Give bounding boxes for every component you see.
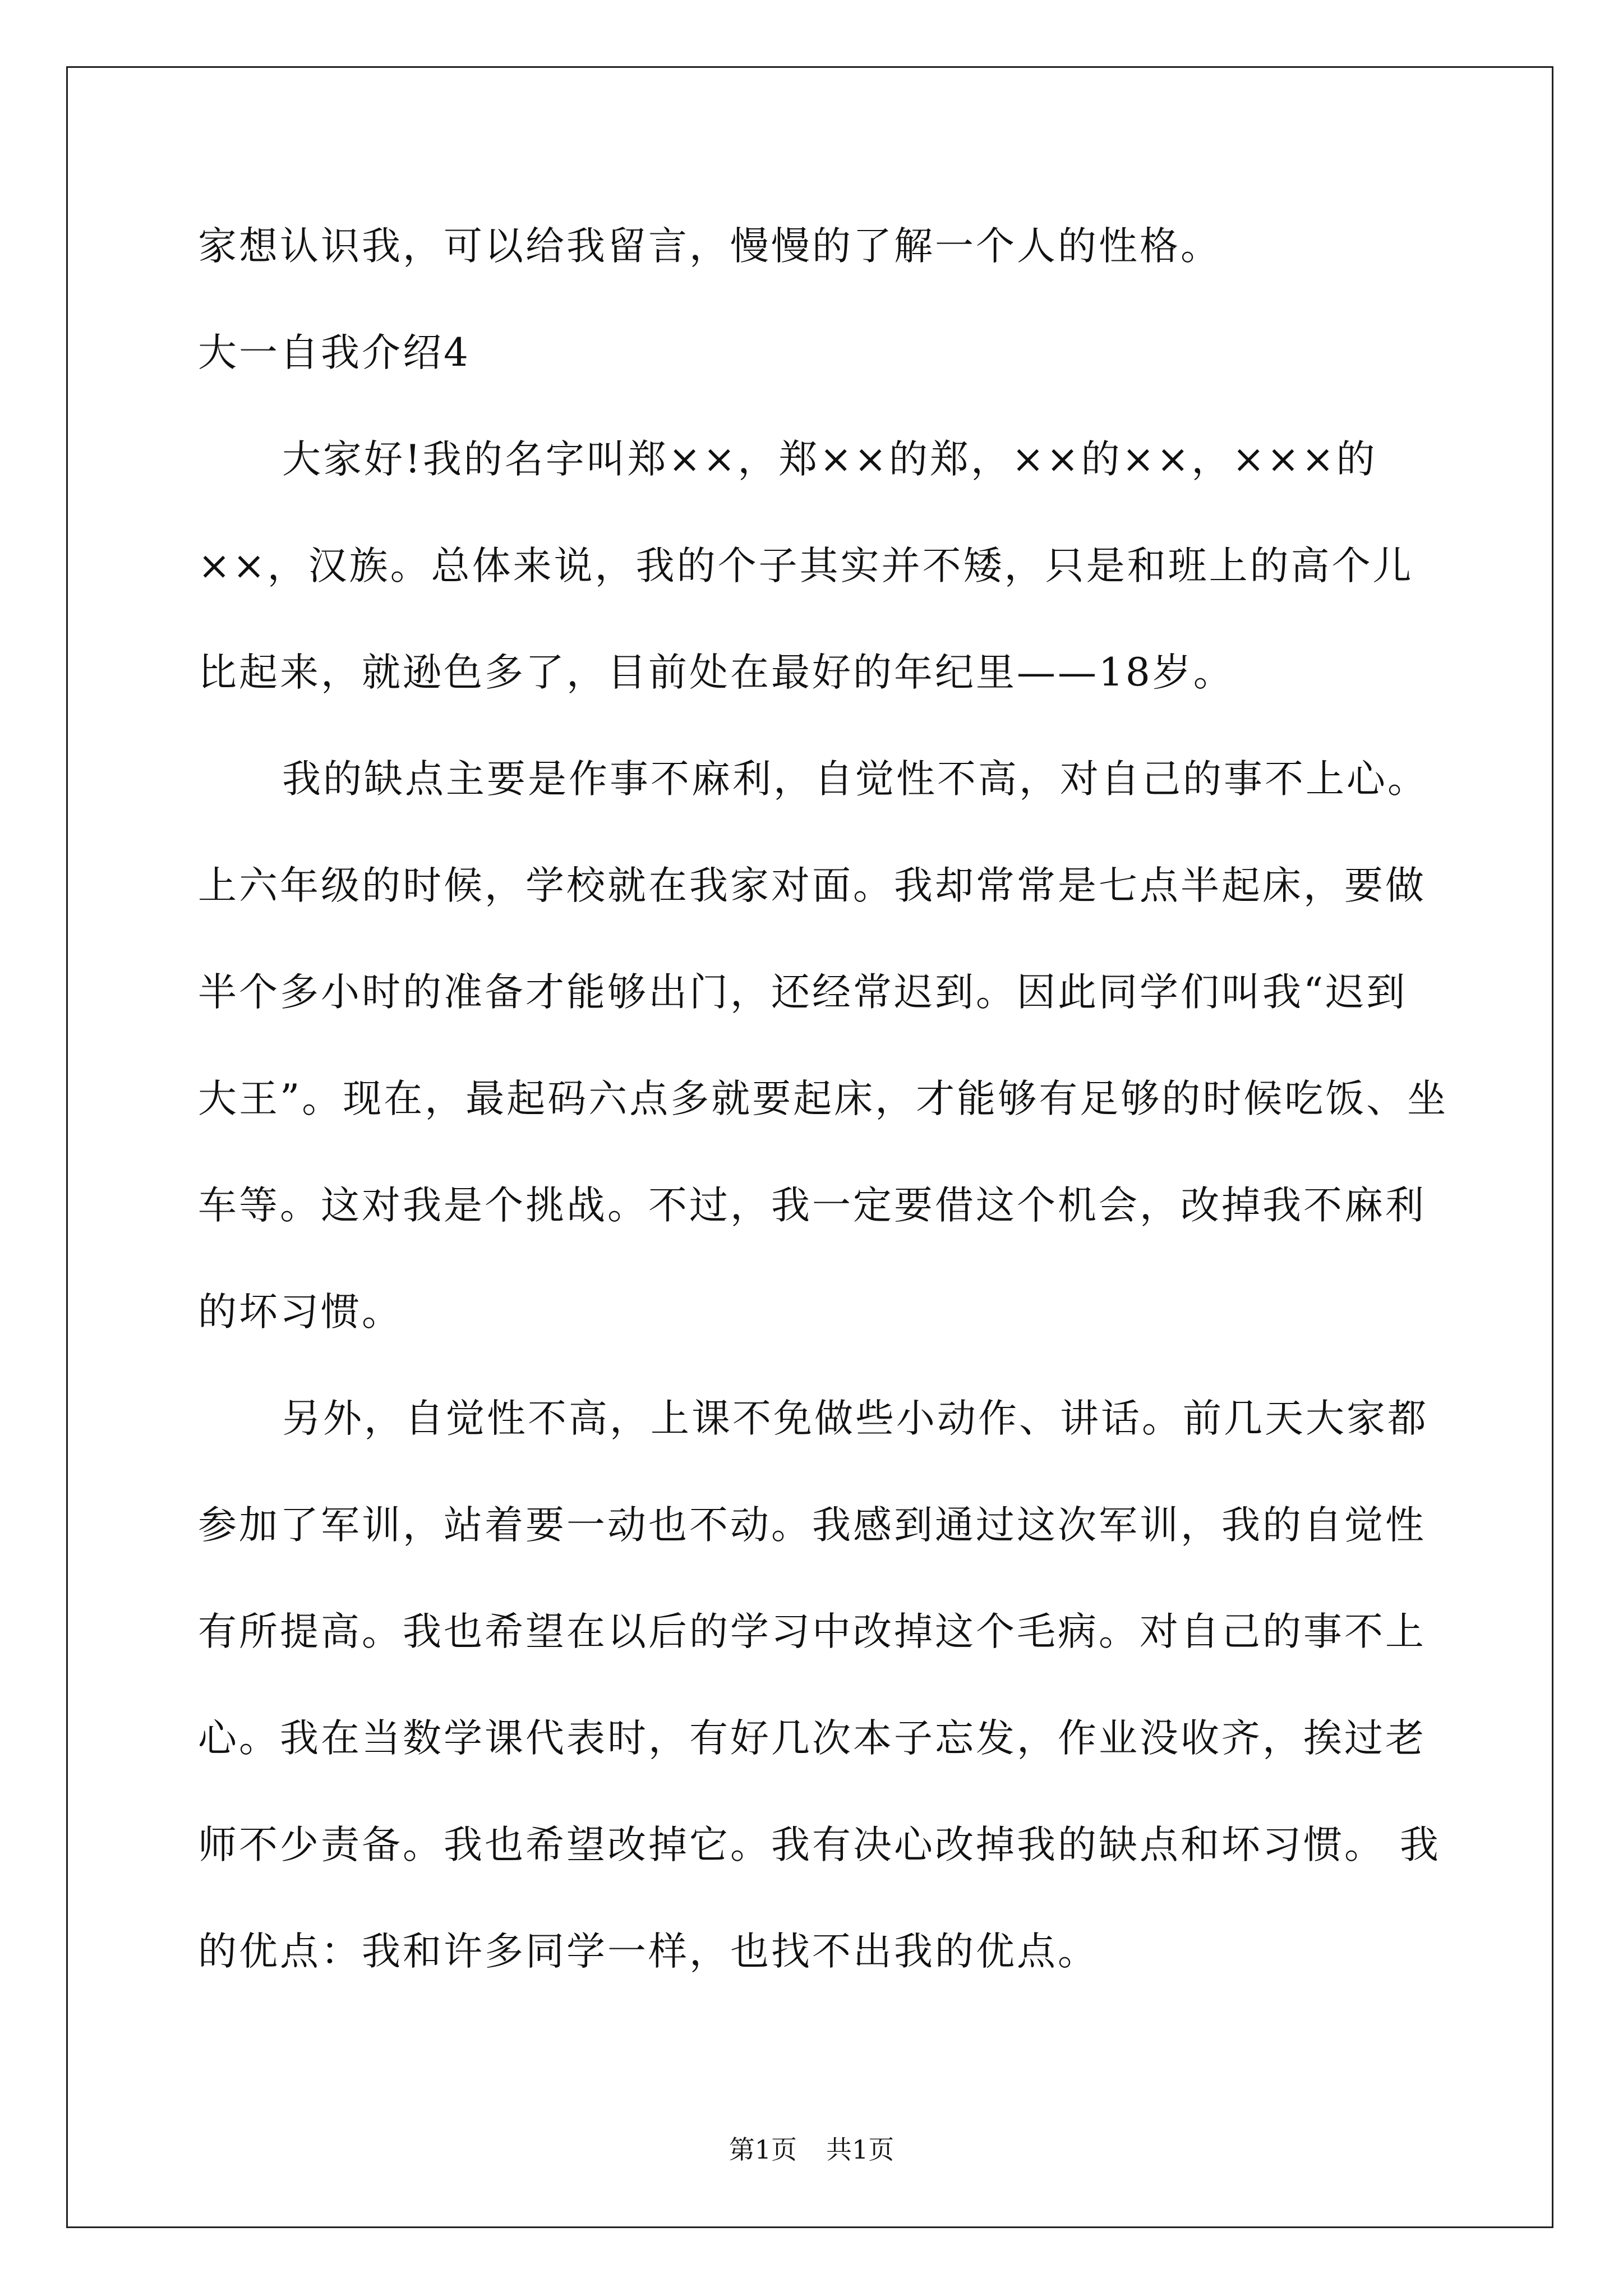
- text-line: 家想认识我，可以给我留言，慢慢的了解一个人的性格。: [198, 224, 1221, 269]
- page-total: 共1页: [826, 2134, 895, 2165]
- text-line: 大王”。现在，最起码六点多就要起床，才能够有足够的时候吃饭、坐: [198, 1076, 1449, 1121]
- text-line: 另外，自觉性不高，上课不免做些小动作、讲话。前几天大家都: [282, 1396, 1428, 1441]
- text-line: 的优点：我和许多同学一样，也找不出我的优点。: [198, 1929, 1099, 1974]
- text-line: 心。我在当数学课代表时，有好几次本子忘发，作业没收齐，挨过老: [198, 1716, 1426, 1761]
- text-line: 有所提高。我也希望在以后的学习中改掉这个毛病。对自己的事不上: [198, 1609, 1426, 1654]
- text-line: 车等。这对我是个挑战。不过，我一定要借这个机会，改掉我不麻利: [198, 1183, 1426, 1228]
- page-footer: [0, 2133, 1623, 2166]
- text-line: 上六年级的时候，学校就在我家对面。我却常常是七点半起床，要做: [198, 863, 1426, 908]
- text-line: ××，汉族。总体来说，我的个子其实并不矮，只是和班上的高个儿: [198, 544, 1414, 588]
- text-line: 比起来，就逊色多了，目前处在最好的年纪里——18岁。: [198, 650, 1234, 695]
- document-body: [198, 220, 1449, 2032]
- text-line: 大家好!我的名字叫郑××，郑××的郑，××的××，×××的: [282, 437, 1377, 482]
- text-line: 参加了军训，站着要一动也不动。我感到通过这次军训，我的自觉性: [198, 1503, 1426, 1548]
- text-line: 我的缺点主要是作事不麻利，自觉性不高，对自己的事不上心。: [282, 757, 1428, 802]
- text-line: 的坏习惯。: [198, 1290, 403, 1335]
- section-heading: 大一自我介绍4: [198, 330, 471, 375]
- text-line: 半个多小时的准备才能够出门，还经常迟到。因此同学们叫我“迟到: [198, 970, 1408, 1015]
- text-line: 师不少责备。我也希望改掉它。我有决心改掉我的缺点和坏习惯。 我: [198, 1823, 1441, 1867]
- page-number: 第1页: [728, 2134, 797, 2165]
